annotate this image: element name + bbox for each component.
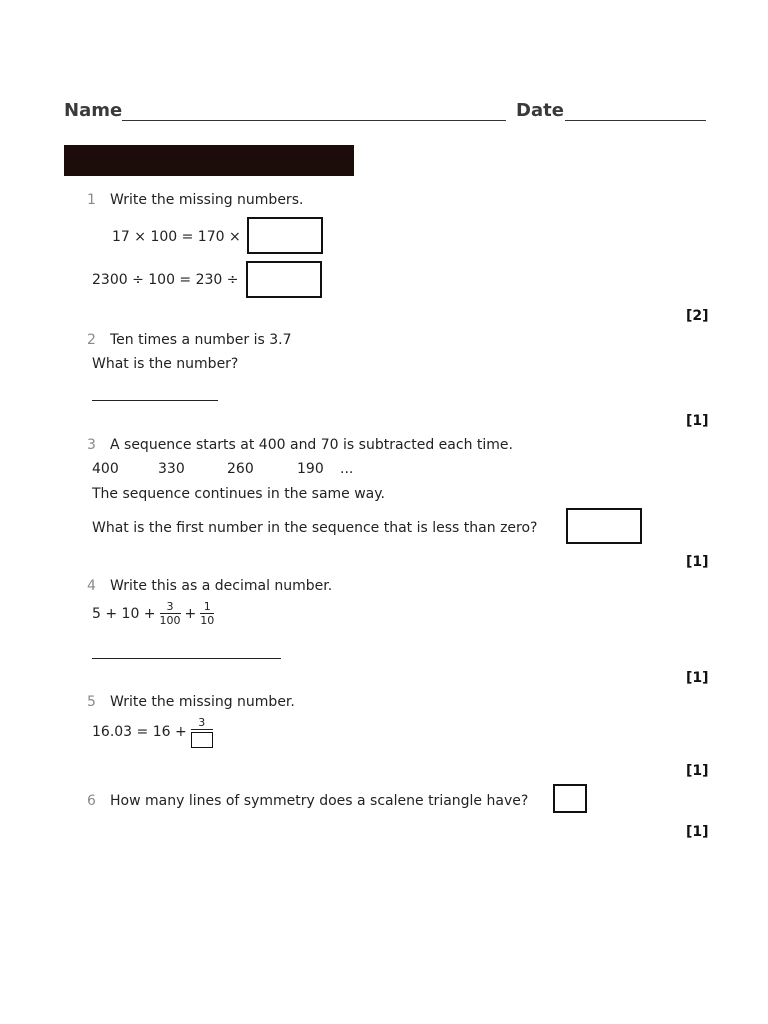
fraction-numerator: 3 xyxy=(198,716,206,729)
question-number: 3 xyxy=(87,437,96,453)
answer-line[interactable] xyxy=(92,642,281,659)
equation: 2300 ÷ 100 = 230 ÷ xyxy=(92,272,239,288)
equation: 17 × 100 = 170 × xyxy=(112,229,241,245)
answer-box[interactable] xyxy=(566,508,642,544)
question-number: 4 xyxy=(87,578,96,594)
date-label: Date xyxy=(516,100,564,121)
sequence-ellipsis: ... xyxy=(340,461,354,477)
fraction-denominator: 10 xyxy=(200,614,215,627)
fraction-numerator: 1 xyxy=(203,600,211,613)
sequence-term: 260 xyxy=(227,461,254,477)
marks-label: [1] xyxy=(686,824,709,840)
question-subprompt: What is the number? xyxy=(92,356,239,372)
fraction xyxy=(160,600,181,627)
question-number: 5 xyxy=(87,694,96,710)
plus-sign: + xyxy=(184,605,197,622)
marks-label: [1] xyxy=(686,413,709,429)
title-banner xyxy=(64,145,354,176)
question-text: The sequence continues in the same way. xyxy=(92,486,386,502)
question-number: 6 xyxy=(87,793,96,809)
question-prompt: Ten times a number is 3.7 xyxy=(110,332,292,348)
answer-line[interactable] xyxy=(92,384,218,401)
denominator-answer-box[interactable] xyxy=(191,732,213,748)
fraction xyxy=(200,600,214,627)
question-prompt: Write the missing number. xyxy=(110,694,295,710)
fraction-bar xyxy=(191,729,213,730)
answer-box[interactable] xyxy=(247,217,323,254)
fraction-denominator: 100 xyxy=(159,614,181,627)
expression-start: 16.03 = 16 + xyxy=(92,724,187,740)
marks-label: [1] xyxy=(686,763,709,779)
question-number: 2 xyxy=(87,332,96,348)
question-prompt: A sequence starts at 400 and 70 is subtracted each time. xyxy=(110,437,513,453)
name-field[interactable] xyxy=(122,101,506,121)
answer-box[interactable] xyxy=(553,784,587,813)
marks-label: [1] xyxy=(686,670,709,686)
marks-label: [1] xyxy=(686,554,709,570)
question-prompt: Write the missing numbers. xyxy=(110,192,304,208)
marks-label: [2] xyxy=(686,308,709,324)
fraction-numerator: 3 xyxy=(166,600,174,613)
question-text: What is the first number in the sequence that is less than zero? xyxy=(92,520,538,536)
question-number: 1 xyxy=(87,192,96,208)
expression-start: 5 + 10 + xyxy=(92,605,156,622)
expression xyxy=(92,600,214,627)
question-prompt: How many lines of symmetry does a scalene triangle have? xyxy=(110,793,529,809)
sequence-term: 330 xyxy=(158,461,185,477)
sequence-term: 400 xyxy=(92,461,119,477)
date-field[interactable] xyxy=(565,101,706,121)
answer-box[interactable] xyxy=(246,261,322,298)
question-prompt: Write this as a decimal number. xyxy=(110,578,333,594)
expression xyxy=(92,716,213,748)
sequence-term: 190 xyxy=(297,461,324,477)
name-label: Name xyxy=(64,100,123,121)
fraction xyxy=(191,716,213,748)
